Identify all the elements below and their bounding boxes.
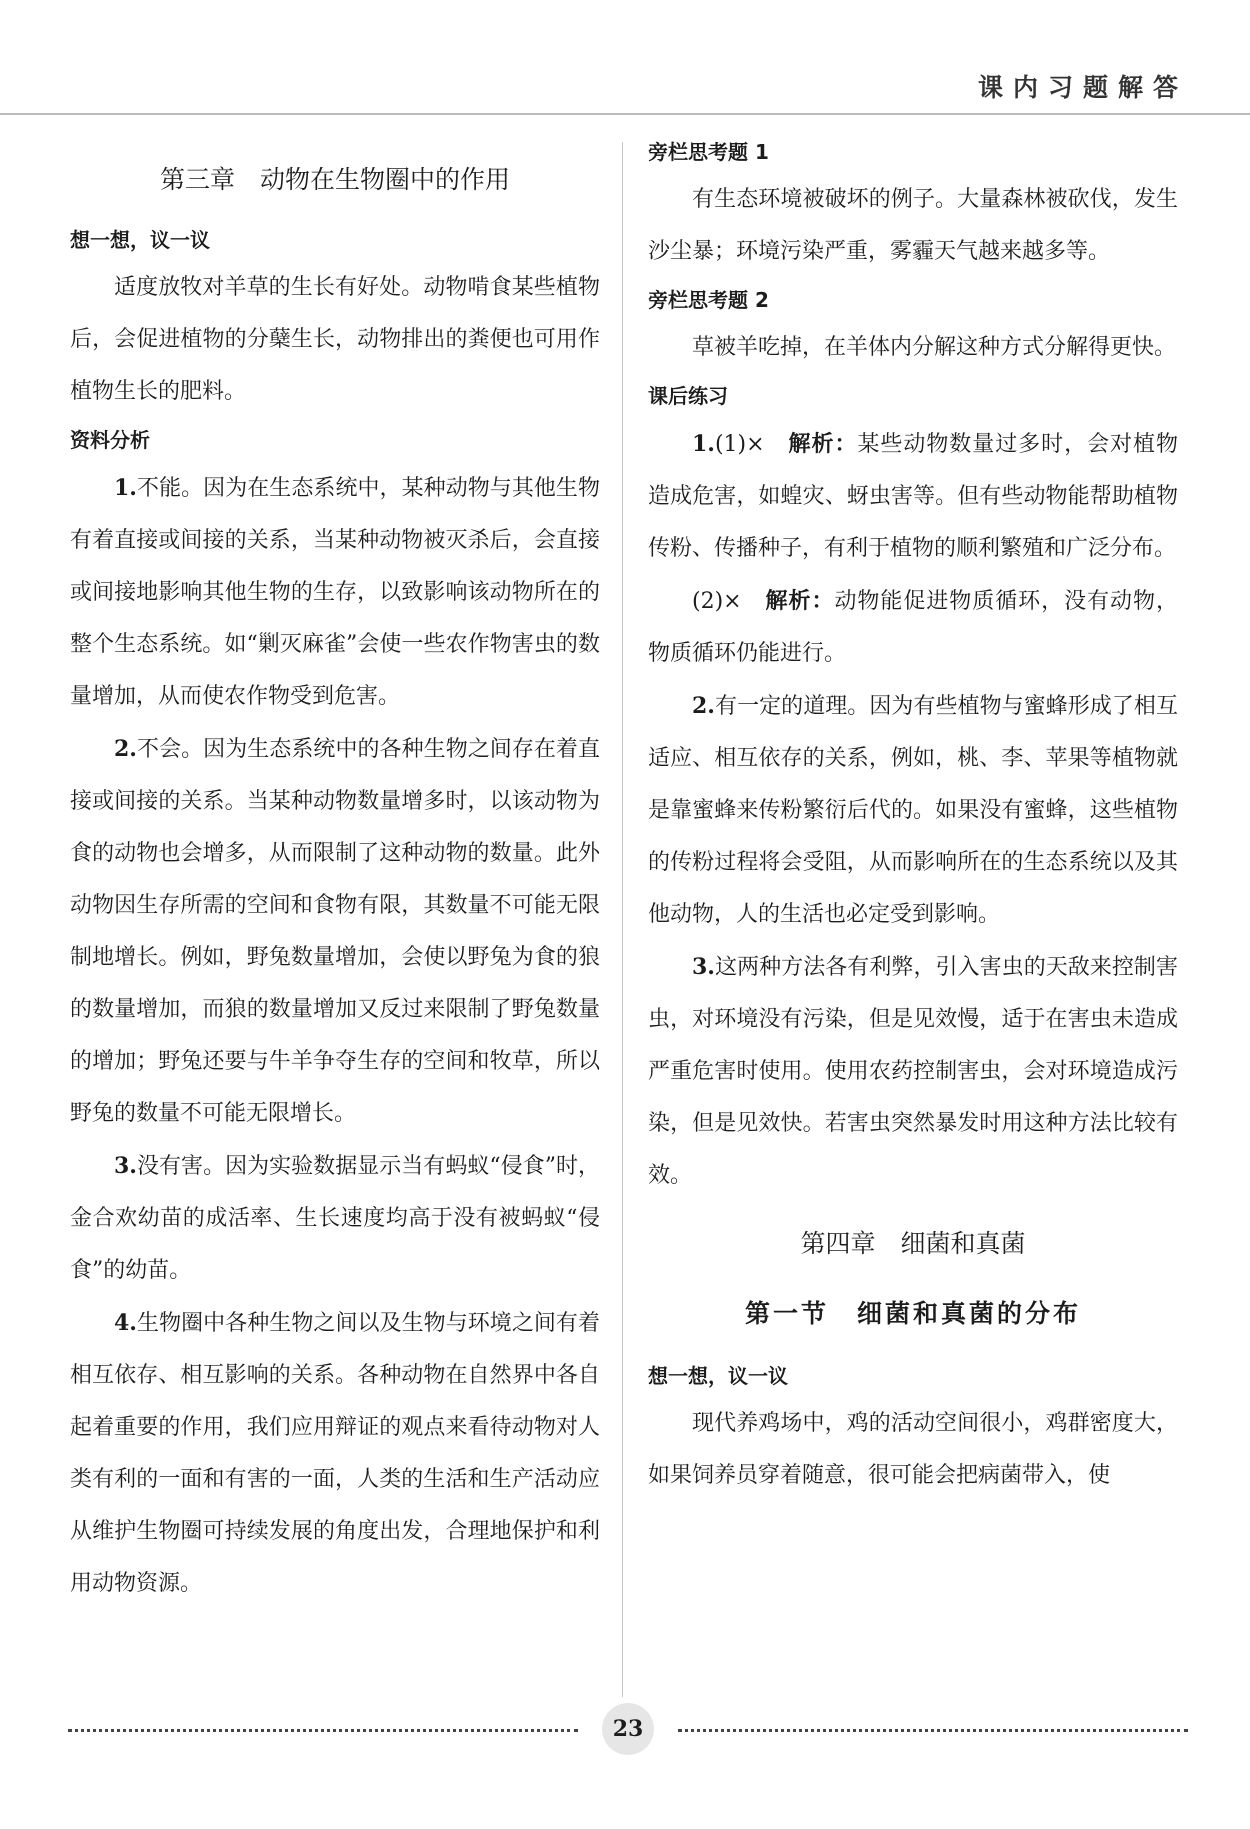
paragraph: 草被羊吃掉，在羊体内分解这种方式分解得更快。 [692, 335, 1177, 360]
left-column [70, 150, 600, 1610]
analysis-label: 解析： [765, 588, 835, 614]
analysis-label: 解析： [788, 431, 858, 457]
exercise-item [648, 575, 1178, 680]
answer-text: 没有害。因为实验数据显示当有蚂蚁“侵食”时，金合欢幼苗的成活率、生长速度均高于没有被蚂蚁“侵食”的幼苗。 [70, 1154, 600, 1283]
answer-text: 不能。因为在生态系统中，某种动物与其他生物有着直接或间接的关系，当某种动物被灭杀后，会直接或间接地影响其他生物的生存，以致影响该动物所在的整个生态系统。如“剿灭麻雀”会使一些农作物害虫的数量增加，从而使农作物受到危害。 [70, 476, 600, 709]
analysis-text: 某些动物数量过多时，会对植物造成危害，如蝗灾、蚜虫害等。但有些动物能帮助植物传粉、传播种子，有利于植物的顺利繁殖和广泛分布。 [648, 432, 1178, 561]
exercise-answer: (1)× [714, 432, 765, 457]
chapter-title: 第四章 细菌和真菌 [800, 1229, 1026, 1258]
answer-item [70, 1140, 600, 1297]
exercise-number: 2. [692, 693, 715, 719]
footer-dotted-line [68, 1729, 578, 1732]
paragraph: 现代养鸡场中，鸡的活动空间很小，鸡群密度大，如果饲养员穿着随意，很可能会把病菌带入，使 [648, 1411, 1178, 1488]
exercise-number: 1. [692, 431, 715, 457]
exercise-item [648, 418, 1178, 575]
answer-number: 2. [114, 736, 137, 762]
section-heading: 想一想，议一议 [648, 1364, 788, 1388]
column-divider [622, 142, 623, 1697]
page-number: 23 [602, 1703, 654, 1755]
section-heading: 课后练习 [648, 384, 728, 408]
answer-text: 生物圈中各种生物之间以及生物与环境之间有着相互依存、相互影响的关系。各种动物在自然界中各自起着重要的作用，我们应用辩证的观点来看待动物对人类有利的一面和有害的一面，人类的生活和生产活动应从维护生物圈可持续发展的角度出发，合理地保护和利用动物资源。 [70, 1311, 600, 1596]
footer-dotted-line [678, 1729, 1188, 1732]
section-heading: 旁栏思考题 1 [648, 140, 769, 164]
exercise-text: 这两种方法各有利弊，引入害虫的天敌来控制害虫，对环境没有污染，但是见效慢，适于在害虫未造成严重危害时使用。使用农药控制害虫，会对环境造成污染，但是见效快。若害虫突然暴发时用这种方法比较有效。 [648, 955, 1178, 1188]
chapter-title: 第三章 动物在生物圈中的作用 [159, 165, 510, 194]
right-column [648, 140, 1178, 1502]
exercise-item [648, 941, 1178, 1202]
section-title: 第一节 细菌和真菌的分布 [744, 1299, 1081, 1328]
answer-item [70, 723, 600, 1140]
section-heading: 旁栏思考题 2 [648, 288, 769, 312]
exercise-item [648, 680, 1178, 941]
exercise-answer: (2)× [692, 589, 742, 614]
header-title: 课内习题解答 [977, 73, 1188, 102]
answer-item [70, 1297, 600, 1610]
analysis-text: 动物能促进物质循环，没有动物，物质循环仍能进行。 [648, 589, 1178, 666]
answer-item [70, 462, 600, 723]
section-heading: 资料分析 [70, 428, 150, 452]
exercise-number: 3. [692, 954, 715, 980]
paragraph: 有生态环境被破坏的例子。大量森林被砍伐，发生沙尘暴；环境污染严重，雾霾天气越来越多等。 [648, 187, 1178, 264]
answer-number: 3. [114, 1153, 137, 1179]
paragraph: 适度放牧对羊草的生长有好处。动物啃食某些植物后，会促进植物的分蘖生长，动物排出的粪便也可用作植物生长的肥料。 [70, 275, 600, 404]
exercise-text: 有一定的道理。因为有些植物与蜜蜂形成了相互适应、相互依存的关系，例如，桃、李、苹果等植物就是靠蜜蜂来传粉繁衍后代的。如果没有蜜蜂，这些植物的传粉过程将会受阻，从而影响所在的生态系统以及其他动物，人的生活也必定受到影响。 [648, 694, 1178, 927]
answer-number: 1. [114, 475, 137, 501]
page-footer [68, 1703, 1188, 1753]
section-heading: 想一想，议一议 [70, 228, 210, 252]
answer-number: 4. [114, 1310, 137, 1336]
answer-text: 不会。因为生态系统中的各种生物之间存在着直接或间接的关系。当某种动物数量增多时，以该动物为食的动物也会增多，从而限制了这种动物的数量。此外动物因生存所需的空间和食物有限，其数量不可能无限制地增长。例如，野兔数量增加，会使以野兔为食的狼的数量增加，而狼的数量增加又反过来限制了野兔数量的增加；野兔还要与牛羊争夺生存的空间和牧草，所以野兔的数量不可能无限增长。 [70, 737, 600, 1126]
header-rule [0, 113, 1250, 115]
